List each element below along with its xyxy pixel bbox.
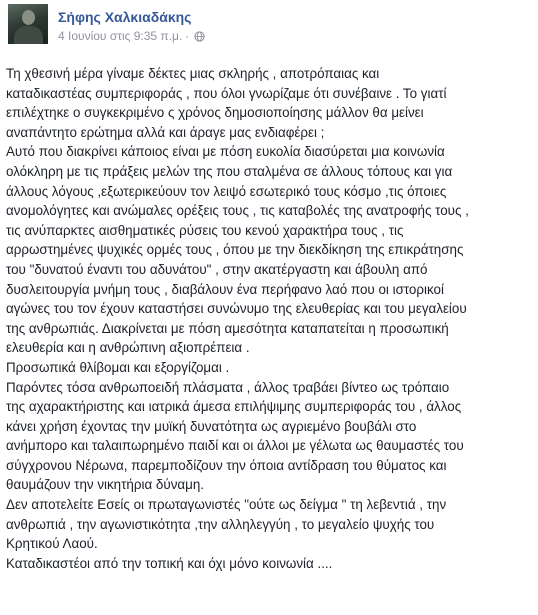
post-text-line: Καταδικαστέοι από την τοπική και όχι μόνο κοινωνία .... — [6, 555, 333, 571]
post-text-line: Δεν αποτελείτε Εσείς οι πρωταγωνιστές "ούτε ως δείγμα " τη λεβεντιά , την — [6, 497, 447, 513]
post-text-line: Κρητικού Λαού. — [6, 536, 98, 552]
author-name[interactable]: Σήφης Χαλκιαδάκης — [58, 9, 192, 25]
avatar-body-shape — [14, 26, 43, 44]
post-text-line: της αχαρακτήριστης και ιατρικά άμεσα επιλήψιμης συμπεριφοράς του , άλλος — [6, 399, 462, 415]
post-text-line: του "δυνατού έναντι του αδυνάτου" , στην ακατέργαστη και άβουλη από — [6, 261, 428, 277]
post-text-line: καταδικαστέας συμπεριφοράς , που όλοι γνωρίζαμε ότι συνέβαινε . Το γιατί — [6, 85, 447, 101]
post-text-line: Τη χθεσινή μέρα γίναμε δέκτες μιας σκληρής , αποτρόπαιας και — [6, 66, 380, 81]
post-text-line: σύγχρονου Νέρωνα, παρεμποδίζουν την όποια αντίδραση του θύματος και — [6, 457, 447, 473]
post-text-line: άλλους λόγους ,εξωτερικεύουν τον λειψό εσωτερικό τους κόσμο ,τις όποιες — [6, 183, 447, 199]
post-header — [58, 8, 205, 44]
post-text-line: ανομολόγητες και ανώμαλες ορέξεις τους , τις καταβολές της ανατροφής τους , — [6, 203, 469, 219]
post-text-line: ανήμπορο και ταλαιπωρημένο παιδί και οι άλλοι με γέλωτα ως θαυμαστές του — [6, 438, 464, 454]
post-text-line: ολόκληρη με τις πράξεις μελών της που σταλμένα σε άλλους τόπους και για — [6, 163, 453, 179]
post-text-line: Παρόντες τόσα ανθρωποειδή πλάσματα , άλλος τραβάει βίντεο ως τρόπαιο — [6, 379, 450, 395]
meta-separator: · — [185, 29, 190, 43]
post-text — [6, 64, 534, 573]
post-text-line: της ανθρωπιάς. Διακρίνεται με πόση αμεσότητα καταπατείται η προσωπική — [6, 320, 449, 336]
post-text-line: επιλέχτηκε ο συγκεκριμένο ς χρόνος δημοσιοποίησης μάλλον θα μείνει — [6, 105, 424, 121]
post-timestamp[interactable]: 4 Ιουνίου στις 9:35 π.μ. — [58, 29, 183, 43]
post-text-line: τις ανύπαρκτες αισθηματικές ρύσεις του κενού χαρακτήρα τους , τις — [6, 222, 404, 238]
avatar[interactable] — [8, 4, 48, 44]
post-text-line: κάνει χρήση έχοντας την μυϊκή δυνατότητα ως αγριεμένο βουβάλι στο — [6, 418, 417, 434]
post-text-line: δυσλειτουργία μνήμη τους , διαβάλουν ένα περήφανο λαό που οι ιστορικοί — [6, 281, 444, 297]
post-text-line: Προσωπικά θλίβομαι και εξοργίζομαι . — [6, 359, 230, 375]
avatar-head-shape — [22, 10, 35, 25]
post-text-line: θαυμάζουν την νικητήρια δύναμη. — [6, 477, 205, 493]
globe-icon[interactable] — [194, 31, 205, 42]
post-text-line: ανθρωπιά , την αγωνιστικότητα ,την αλληλεγγύη , το μεγαλείο ψυχής του — [6, 516, 435, 532]
post-meta — [58, 29, 205, 44]
post-text-line: αρρωστημένες ψυχικές ορμές τους , όπου με την διεκδίκηση της επικράτησης — [6, 242, 464, 258]
post-text-line: αναπάντητο ερώτημα αλλά και άραγε μας ενδιαφέρει ; — [6, 124, 325, 140]
post-text-line: αγώνες του τον έχουν καταστήσει συνώνυμο της ελευθερίας και του μεγαλείου — [6, 301, 467, 317]
post-text-line: ελευθερία και η ανθρώπινη αξιοπρέπεια . — [6, 340, 250, 356]
post-text-line: Αυτό που διακρίνει κάποιος είναι με πόση ευκολία διασύρεται μια κοινωνία — [6, 144, 445, 160]
